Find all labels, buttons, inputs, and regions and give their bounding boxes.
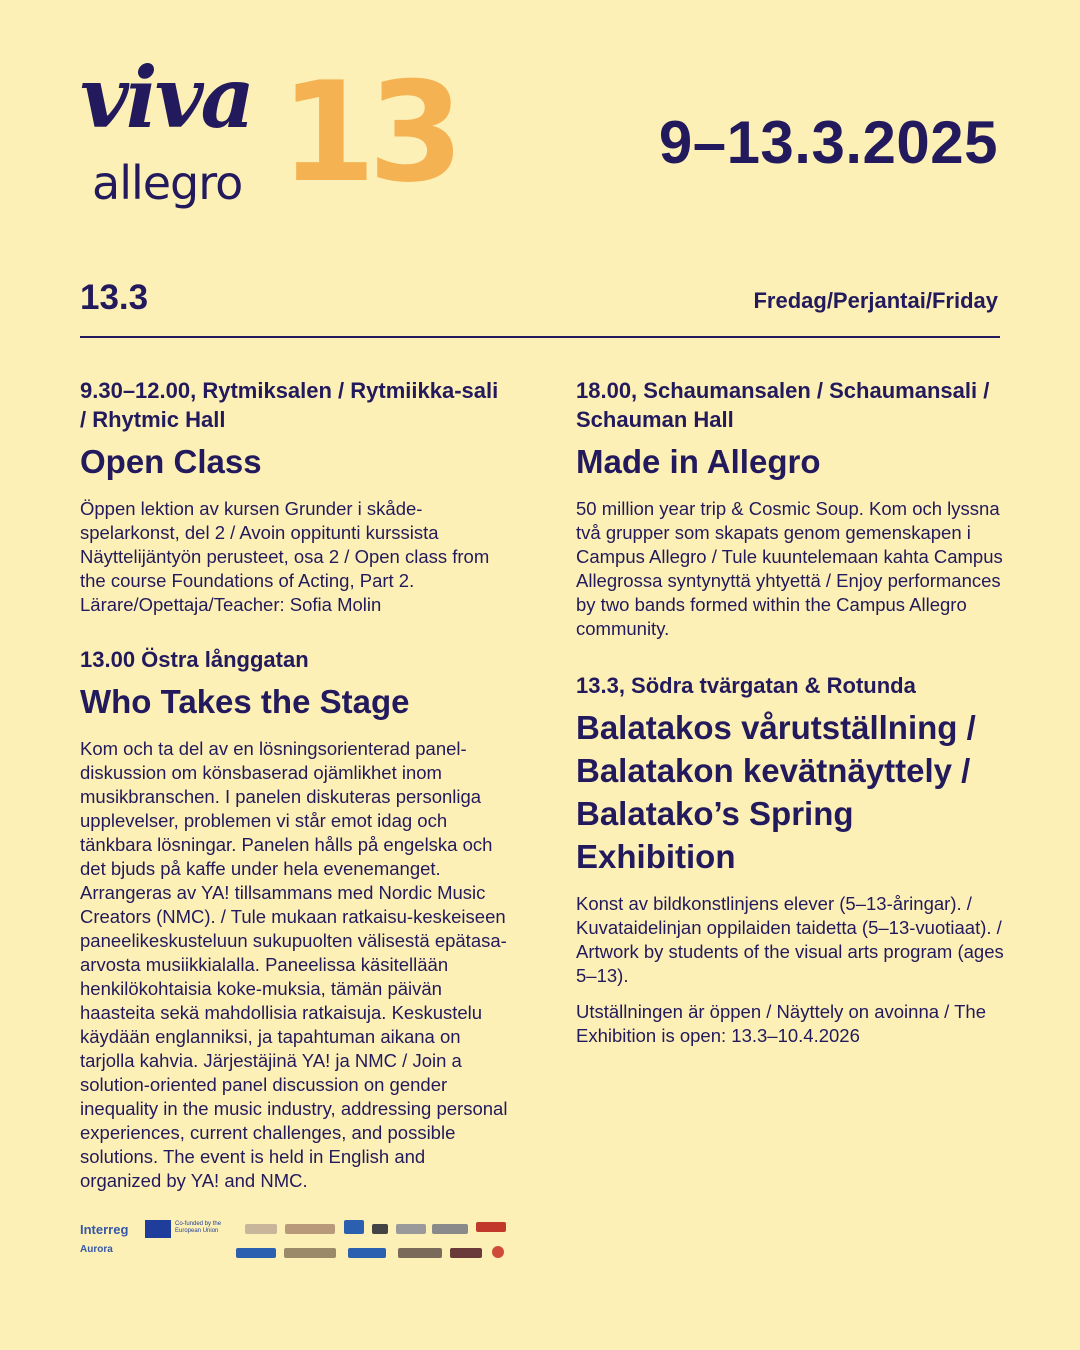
partner-logo [348, 1248, 386, 1258]
event-open-class [80, 376, 510, 617]
festival-dates: 9–13.3.2025 [658, 109, 998, 176]
logo-viva-text: viva [80, 48, 252, 147]
aurora-logo: Aurora [80, 1244, 113, 1255]
event-time-location: 13.00 Östra långgatan [80, 647, 309, 672]
right-column [576, 376, 1006, 1066]
partner-emblem-icon [492, 1246, 504, 1258]
partner-logo [245, 1224, 277, 1234]
partner-logo [236, 1248, 276, 1258]
partner-logo [396, 1224, 426, 1234]
event-balatako-exhibition [576, 671, 1006, 1048]
partner-logo [450, 1248, 482, 1258]
event-who-takes-the-stage [80, 645, 510, 1193]
exhibition-opening-info: Utställningen är öppen / Näyttely on avoinna / The Exhibition is open: 13.3–10.4.2026 [576, 1001, 986, 1046]
event-time-location: 13.3, Södra tvärgatan & Rotunda [576, 673, 916, 698]
logo-edition-number: 13 [280, 52, 457, 213]
left-column [80, 376, 510, 1211]
event-title: Made in Allegro [576, 443, 821, 480]
header-divider [80, 336, 1000, 338]
event-description: Öppen lektion av kursen Grunder i skåde-spelarkonst, del 2 / Avoin oppitunti kurssista Näyttelijäntyön perusteet, osa 2 / Open class from the course Foundations of Acting, Part 2. Lärare/Opettaja/Teacher: Sofia Molin [80, 498, 490, 615]
partner-logo [398, 1248, 442, 1258]
eu-flag-icon [145, 1220, 171, 1238]
viva-allegro-logo [80, 48, 457, 222]
event-description: Kom och ta del av en lösningsorienterad panel-diskussion om könsbaserad ojämlikhet inom musikbranschen. I panelen diskuteras personliga upplevelser, problemen vi står emot idag och tänkbara lösningar. Panelen hålls på engelska och det bjuds på kaffe under hela evenemanget. Arrangeras av YA! tillsammans med Nordic Music Creators (NMC). / Tule mukaan ratkaisu-keskeiseen paneelikeskusteluun sukupuolten välisestä epätasa-arvosta musiikkialalla. Paneelissa käsitellään henkilökohtaisia koke-muksia, tämän päivän haasteita sekä mahdollisia ratkaisuja. Keskustelu käydään englanniksi, ja tapahtuman aikana on tarjolla kahvia. Järjestäjinä YA! ja NMC / Join a solution-oriented panel discussion on gender inequality in the music industry, addressing personal experiences, current challenges, and possible solutions. The event is held in English and organized by YA! and NMC. [80, 738, 508, 1191]
event-time-location: 9.30–12.00, Rytmiksalen / Rytmiikka-sali / Rhytmic Hall [80, 378, 499, 432]
day-name: Fredag/Perjantai/Friday [753, 288, 998, 313]
novia-logo [476, 1222, 506, 1232]
logo-allegro-text: allegro [92, 156, 243, 210]
event-description: 50 million year trip & Cosmic Soup. Kom och lyssna två grupper som skapats genom gemenskapen i Campus Allegro / Tule kuuntelemaan kahta Campus Allegrossa syntynyttä yhtyettä / Enjoy performances by two bands formed within the Campus Allegro community. [576, 498, 1003, 639]
event-title: Balatakos vårutställning / Balatakon kevätnäyttely / Balatako’s Spring Exhibition [576, 709, 976, 875]
sponsor-logos [80, 1218, 510, 1264]
day-date: 13.3 [80, 278, 149, 317]
ya-logo [344, 1220, 364, 1234]
event-description: Konst av bildkonstlinjens elever (5–13-åringar). / Kuvataidelinjan oppilaiden taidetta (5–13-vuotiaat). / Artwork by students of the visual arts program (ages 5–13). [576, 893, 1004, 986]
eu-cofunded-text: Co-funded by the European Union [175, 1221, 222, 1234]
partner-logo [372, 1224, 388, 1234]
interreg-logo: Interreg [80, 1222, 129, 1237]
event-made-in-allegro [576, 376, 1006, 641]
partner-logo [432, 1224, 468, 1234]
event-time-location: 18.00, Schaumansalen / Schaumansali / Schauman Hall [576, 378, 990, 432]
partner-logo [285, 1224, 335, 1234]
event-title: Open Class [80, 443, 262, 480]
event-title: Who Takes the Stage [80, 683, 410, 720]
partner-logo [284, 1248, 336, 1258]
